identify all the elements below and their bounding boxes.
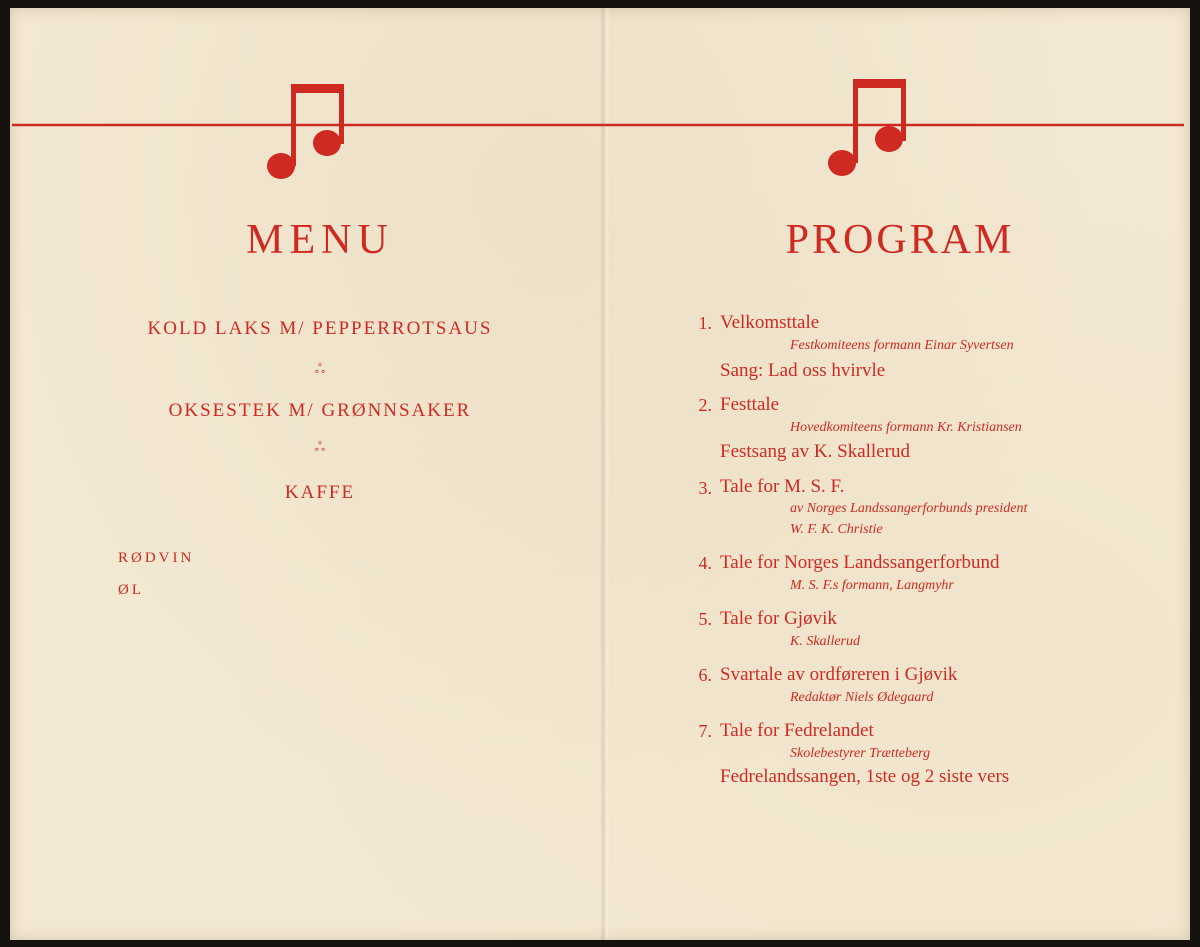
program-title: PROGRAM [785, 217, 1015, 263]
decorative-rule [10, 8, 1190, 940]
dish-2: OKSESTEK M/ GRØNNSAKER [168, 400, 472, 421]
program-item-title: Svartale av ordføreren i Gjøvik [720, 664, 958, 685]
program-item-number: 2. [698, 395, 712, 415]
program-item-speaker: K. Skallerud [790, 634, 860, 649]
program-item-title: Tale for M. S. F. [720, 476, 845, 497]
program-item-song: Fedrelandssangen, 1ste og 2 siste vers [720, 766, 1010, 787]
program-item-speaker: av Norges Landssangerforbunds president [790, 501, 1028, 516]
program-item-title: Tale for Gjøvik [720, 608, 837, 629]
program-item-title: Tale for Norges Landssangerforbund [720, 552, 1000, 573]
program-item-speaker-name: W. F. K. Christie [790, 522, 883, 537]
menu-title: MENU [246, 217, 394, 263]
program-item-speaker: Skolebestyrer Trætteberg [790, 746, 931, 761]
program-item-title: Festtale [720, 394, 780, 415]
separator-ornament: ஃ [314, 362, 326, 377]
separator-ornament: ஃ [314, 440, 326, 455]
program-item-title: Tale for Fedrelandet [720, 720, 874, 741]
program-item-speaker: Hovedkomiteens formann Kr. Kristiansen [790, 420, 1022, 435]
menu-card [10, 8, 1190, 940]
dish-3: KAFFE [284, 482, 356, 503]
program-item-number: 4. [698, 553, 712, 573]
program-item-song: Festsang av K. Skallerud [720, 441, 910, 462]
program-item-speaker: Redaktør Niels Ødegaard [790, 690, 934, 705]
music-note-icon [267, 84, 344, 179]
program-item-speaker: M. S. F.s formann, Langmyhr [790, 578, 954, 593]
program-item-number: 7. [698, 721, 712, 741]
program-item-number: 1. [698, 313, 712, 333]
program-item-number: 3. [698, 478, 712, 498]
program-item-title: Velkomsttale [720, 312, 820, 333]
drink-2: ØL [118, 582, 144, 598]
music-note-icon [828, 79, 906, 176]
drink-1: RØDVIN [118, 550, 195, 566]
program-item-speaker: Festkomiteens formann Einar Syvertsen [790, 338, 1014, 353]
program-item-song: Sang: Lad oss hvirvle [720, 360, 886, 381]
dish-1: KOLD LAKS M/ PEPPERROTSAUS [147, 318, 493, 339]
program-item-number: 5. [698, 609, 712, 629]
program-item-number: 6. [698, 665, 712, 685]
